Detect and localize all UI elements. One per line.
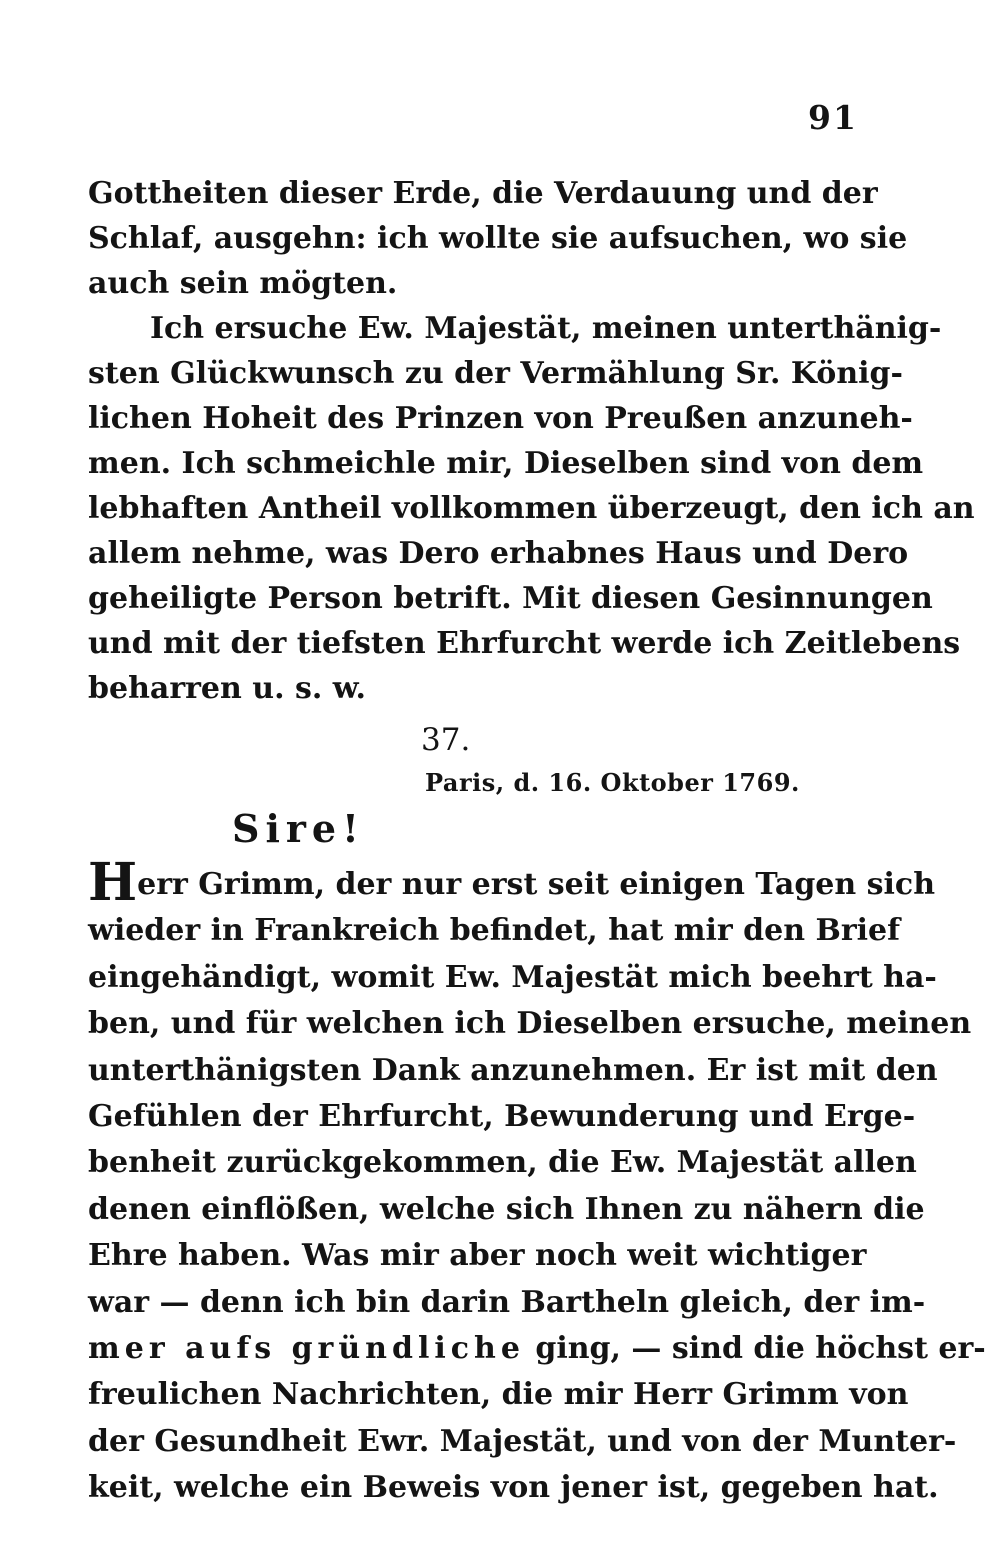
text-line: wieder in Frankreich befindet, hat mir den Brief [88, 913, 901, 949]
text-line: sten Glückwunsch zu der Vermählung Sr. König- [88, 356, 903, 391]
drop-cap: H [88, 852, 138, 913]
spaced-line-rest: ging, — sind die höchst er- [524, 1330, 986, 1366]
text-line: keit, welche ein Beweis von jener ist, gegeben hat. [88, 1470, 939, 1506]
letter-number: 37. [421, 722, 471, 758]
text-line: freulichen Nachrichten, die mir Herr Grimm von [88, 1377, 909, 1413]
text-line: allem nehme, was Dero erhabnes Haus und Dero [88, 536, 909, 571]
text-line: unterthänigsten Dank anzunehmen. Er ist mit den [88, 1052, 938, 1088]
text-line: eingehändigt, womit Ew. Majestät mich beehrt ha- [88, 959, 937, 995]
text-line: men. Ich schmeichle mir, Dieselben sind von dem [88, 446, 924, 481]
text-line: Ehre haben. Was mir aber noch weit wichtiger [88, 1238, 867, 1274]
text-line: ben, und für welchen ich Dieselben ersuche, meinen [88, 1006, 972, 1042]
text-line: Gefühlen der Ehrfurcht, Bewunderung und Erge- [88, 1098, 916, 1134]
text-line: auch sein mögten. [88, 266, 398, 301]
text-line: Schlaf, ausgehn: ich wollte sie aufsuchen, wo sie [88, 221, 908, 256]
spaced-emphasis: mer aufs gründliche [88, 1330, 525, 1366]
text-line: war — denn ich bin darin Bartheln gleich, der im- [88, 1284, 926, 1320]
previous-letter-ending [88, 171, 975, 711]
text-line: beharren u. s. w. [88, 671, 366, 706]
text-line-spaced [88, 1326, 986, 1372]
text-line: benheit zurückgekommen, die Ew. Majestät allen [88, 1145, 917, 1181]
page-number: 91 [808, 98, 858, 137]
letter-body [88, 852, 986, 1511]
text-line: denen einflößen, welche sich Ihnen zu nähern die [88, 1191, 925, 1227]
text-line: der Gesundheit Ewr. Majestät, und von der Munter- [88, 1423, 957, 1459]
text-line: lichen Hoheit des Prinzen von Preußen anzuneh- [88, 401, 913, 436]
letter-dateline: Paris, d. 16. Oktober 1769. [425, 768, 800, 797]
text-line-first [88, 852, 936, 913]
text-line: Gottheiten dieser Erde, die Verdauung und der [88, 176, 878, 211]
text-line: und mit der tiefsten Ehrfurcht werde ich Zeitlebens [88, 626, 961, 661]
letter-salutation: Sire! [232, 806, 365, 851]
text-line: lebhaften Antheil vollkommen überzeugt, den ich an [88, 491, 975, 526]
first-line-text: err Grimm, der nur erst seit einigen Tagen sich [137, 867, 936, 902]
text-line: Ich ersuche Ew. Majestät, meinen unterthänig- [150, 311, 942, 346]
text-line: geheiligte Person betrift. Mit diesen Gesinnungen [88, 581, 933, 616]
